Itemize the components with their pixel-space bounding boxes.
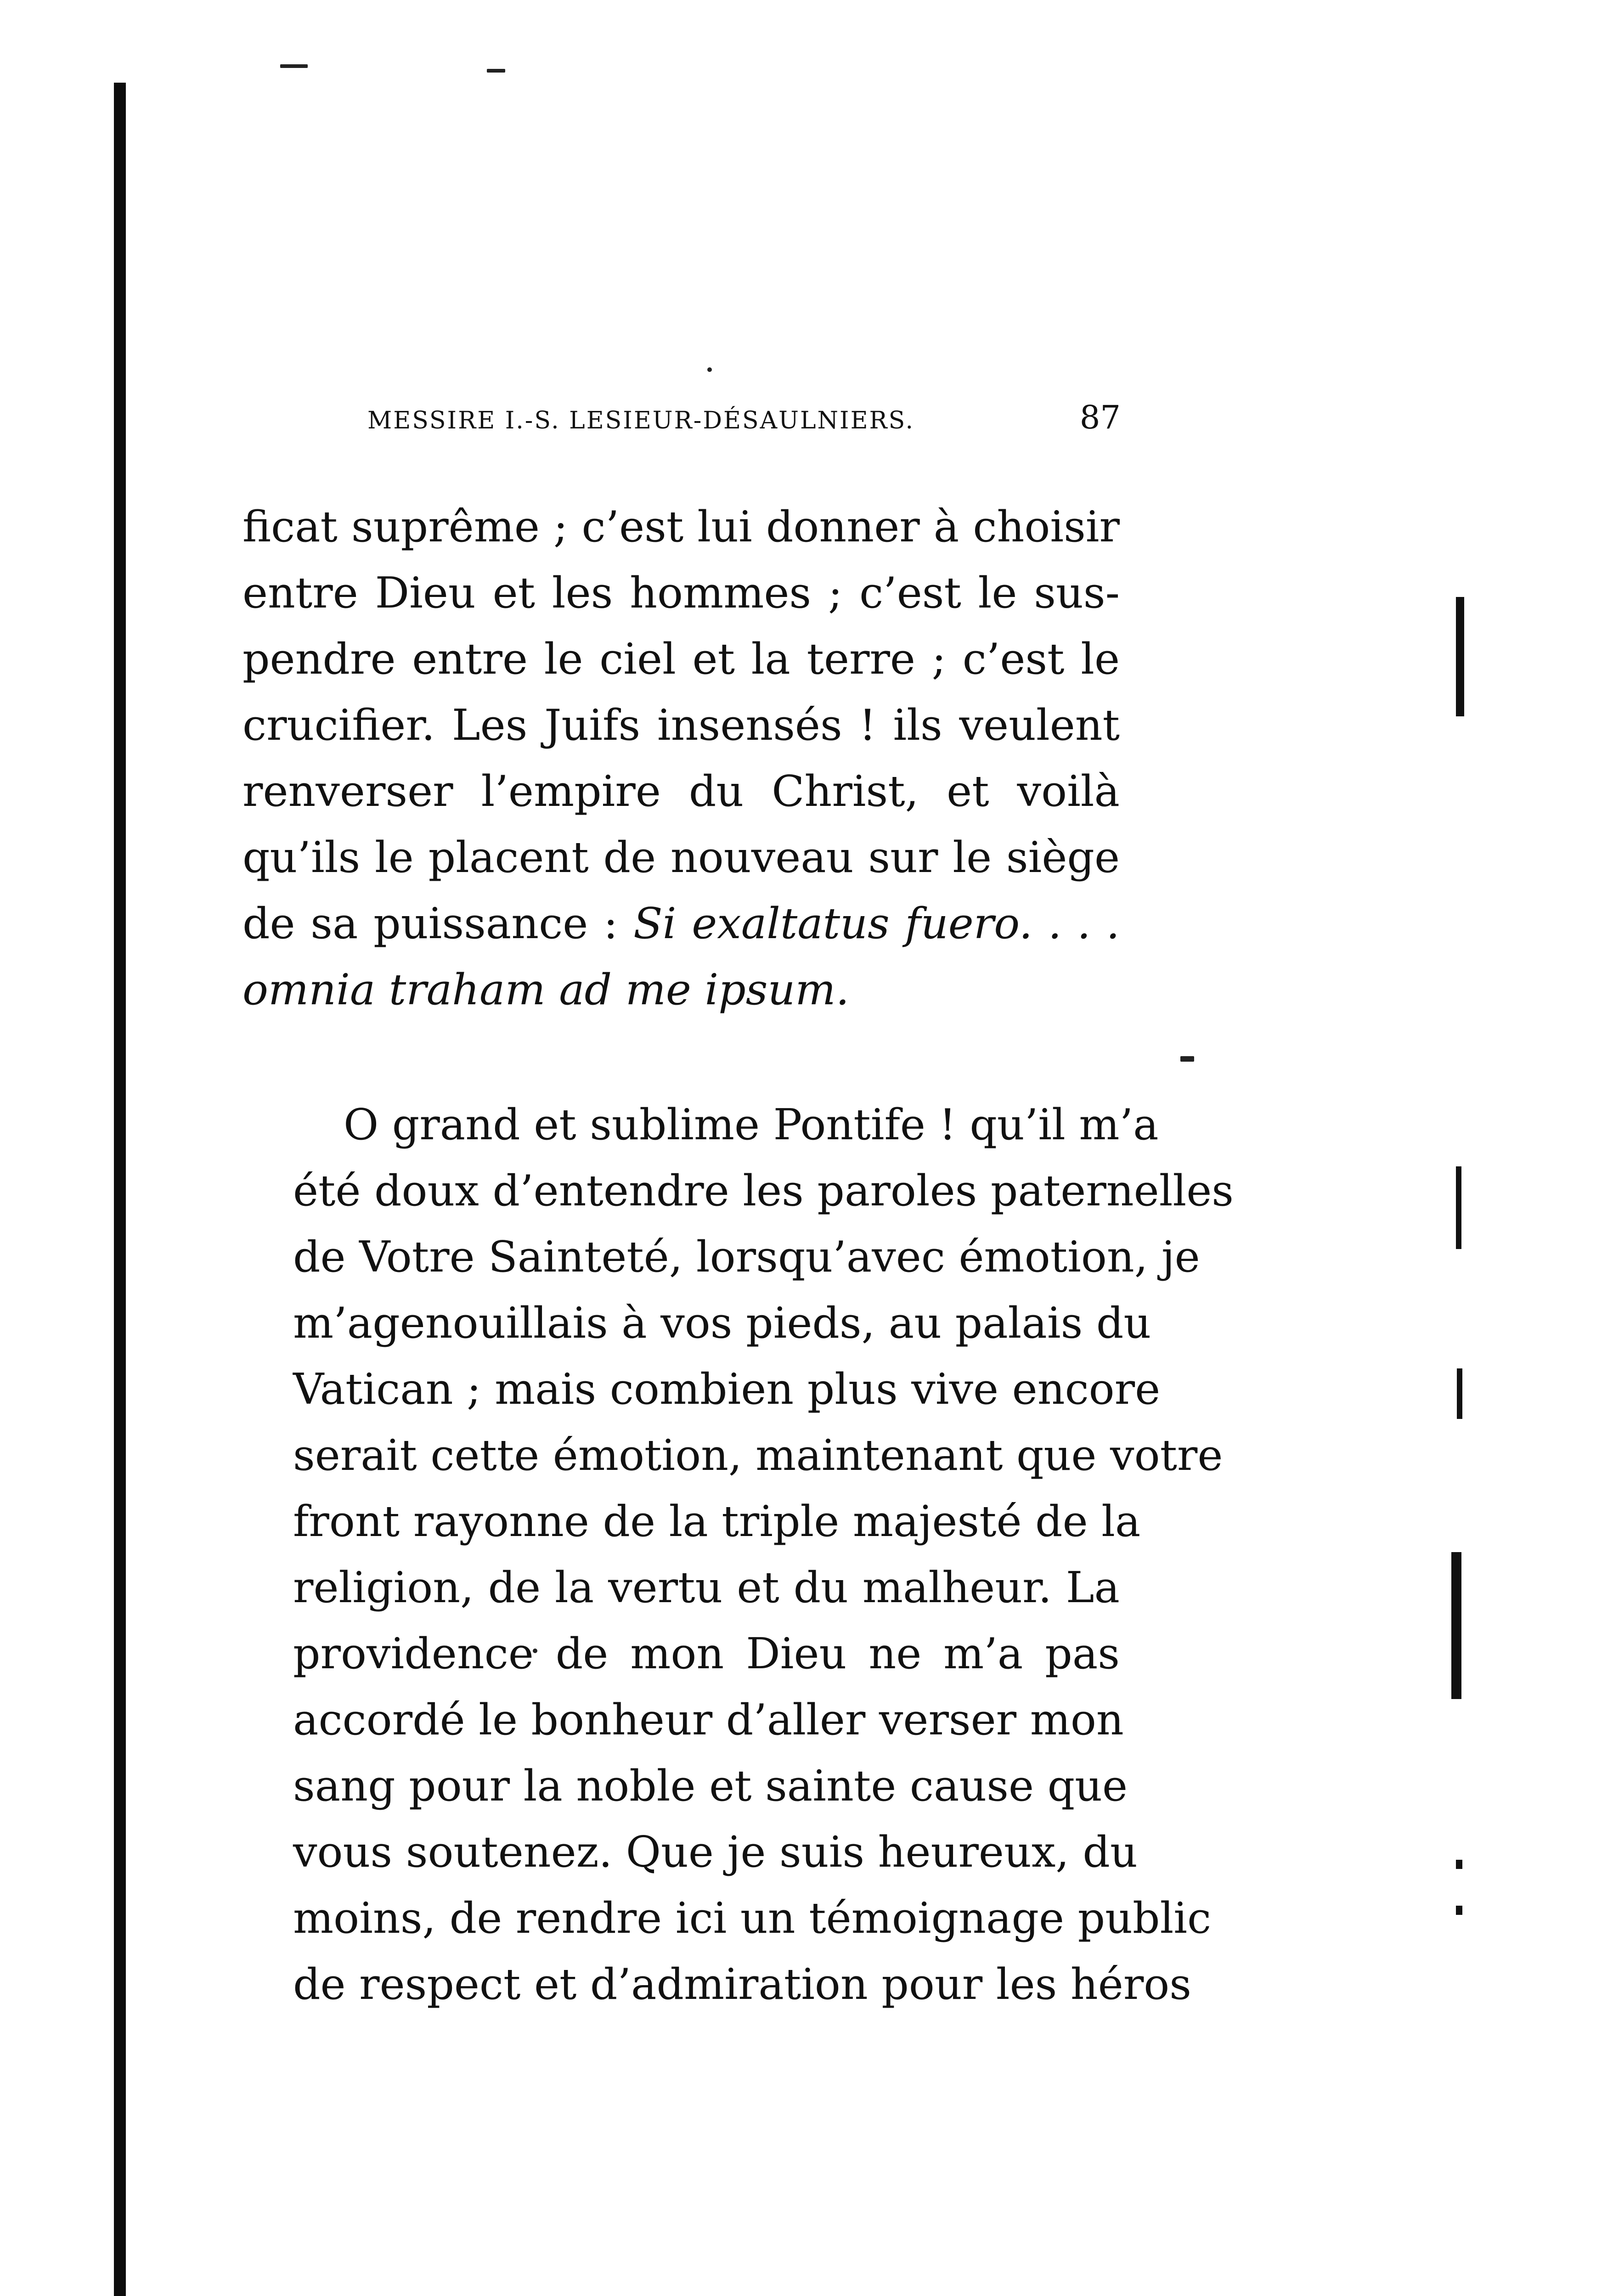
- text-line: front rayonne de la triple majesté de la: [293, 1497, 1141, 1546]
- latin-quote-end: omnia traham ad me ipsum.: [243, 965, 850, 1014]
- latin-quote: Si exaltatus fuero. . . .: [633, 899, 1120, 948]
- scan-speck: [280, 64, 308, 68]
- text-line: O grand et sublime Pontife ! qu’il m’a: [344, 1100, 1159, 1149]
- scan-artifact: [1457, 1368, 1462, 1419]
- text-line: de respect et d’admiration pour les héros: [293, 1959, 1191, 2009]
- paragraph-2: [243, 1092, 1234, 2017]
- running-head: [367, 399, 1121, 440]
- text-line: crucifier. Les Juifs insensés ! ils veulent: [243, 700, 1120, 750]
- text-line: religion, de la vertu et du malheur. La: [293, 1563, 1120, 1612]
- running-head-title: MESSIRE I.-S. LESIEUR-DÉSAULNIERS.: [367, 407, 914, 434]
- text-line: m’agenouillais à vos pieds, au palais du: [293, 1298, 1151, 1348]
- text-line-with-quote: [243, 890, 1120, 957]
- page-number: 87: [1079, 399, 1121, 436]
- text-line: providence de mon Dieu ne m’a pas: [293, 1629, 1120, 1678]
- text-line: ficat suprême ; c’est lui donner à choisir: [243, 502, 1120, 551]
- text-line: été doux d’entendre les paroles paternelles: [293, 1166, 1234, 1216]
- text-line: serait cette émotion, maintenant que votre: [293, 1430, 1223, 1480]
- scan-speck: [707, 367, 712, 372]
- scan-artifact: [1456, 1860, 1462, 1869]
- scan-artifact: [1451, 1552, 1461, 1699]
- binding-edge: [114, 83, 126, 2296]
- text-line: pendre entre le ciel et la terre ; c’est le: [243, 634, 1120, 684]
- scan-speck: [487, 69, 505, 73]
- text-line: moins, de rendre ici un témoignage public: [293, 1893, 1212, 1943]
- scan-artifact: [1456, 597, 1464, 716]
- text-line: renverser l’empire du Christ, et voilà: [243, 766, 1120, 816]
- text-line: Vatican ; mais combien plus vive encore: [293, 1364, 1161, 1414]
- text-line: de Votre Sainteté, lorsqu’avec émotion, je: [293, 1232, 1200, 1282]
- text-line: vous soutenez. Que je suis heureux, du: [293, 1827, 1138, 1877]
- text-line: entre Dieu et les hommes ; c’est le sus-: [243, 568, 1120, 618]
- text-line: sang pour la noble et sainte cause que: [293, 1761, 1128, 1811]
- text-line-start: de sa puissance :: [243, 899, 634, 948]
- body-text: [243, 494, 1234, 2017]
- scan-artifact: [1456, 1166, 1461, 1249]
- scan-artifact: [1456, 1906, 1462, 1915]
- scan-speck: [1180, 1056, 1194, 1062]
- text-line: qu’ils le placent de nouveau sur le siège: [243, 833, 1120, 882]
- text-line: accordé le bonheur d’aller verser mon: [293, 1695, 1124, 1745]
- paragraph-1: [243, 494, 1120, 1023]
